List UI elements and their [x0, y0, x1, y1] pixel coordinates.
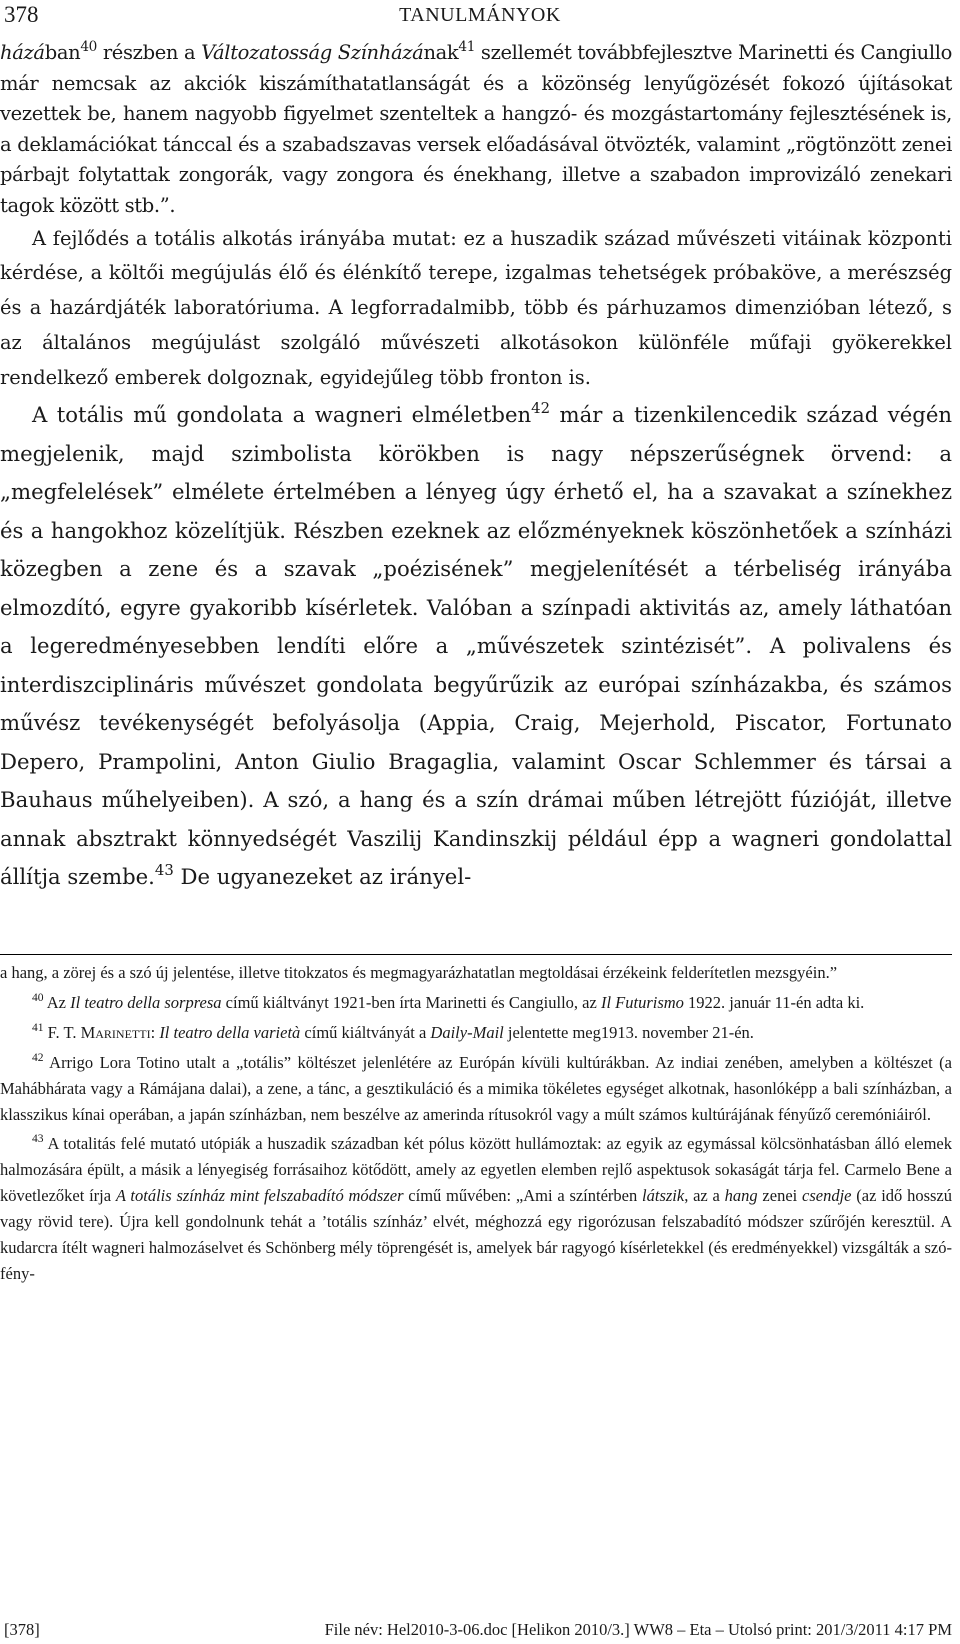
- text-span: Az: [43, 992, 71, 1012]
- text-span: ban: [44, 41, 81, 64]
- footnote-ref-42[interactable]: 42: [531, 400, 551, 418]
- footnote-ref-40[interactable]: 40: [80, 38, 97, 55]
- italic-span: A totális színház mint felszabadító módszer: [115, 1186, 404, 1206]
- footnote-continuation: a hang, a zörej és a szó új jelentése, illetve titokzatos és megmagyarázhatatlan megtoldásai érzékeink felderítetlen mezsgyéin.”: [0, 963, 838, 982]
- text-span: (az idő hosszú vagy rövid tere). Újra kell gondolnunk tehát a ’totális színház’ elvét, méghozzá egy rigorózusan felszabadító módszer szűrőjén keresztül. A kudarcra ítélt wagneri halmozáselvet és Schönberg mély töprengését is, amelyek bár ragyogó kísérletekkel (és eredményekkel) vizsgálták a szó-fény-: [0, 1186, 952, 1283]
- italic-span: Daily-Mail: [430, 1022, 504, 1042]
- italic-span: házá: [0, 41, 45, 64]
- text-span: Arrigo Lora Totino utalt a „totális” költészet jelenlétére az Európán kívüli kultúrákban. Az indiai zenében, amelyben a költészet (a Mahábhárata vagy a Rámájana dalai), a zene, a tánc, a gesztikuláció és a mimika tökéletes egységet alkotnak, hasonlóképp a bali színházban, a klasszikus kínai operában, a japán színházban, nem beszélve az amerinda rítusokról vagy a múlt számos kultúrájának fényűző ceremóniáiról.: [0, 1052, 952, 1124]
- italic-span: látszik: [642, 1186, 685, 1206]
- text-span: , az a: [684, 1186, 725, 1206]
- page-number: 378: [4, 2, 39, 27]
- text-span: zenei: [757, 1186, 803, 1206]
- paragraph-1: [0, 38, 952, 222]
- footnote-ref-41[interactable]: 41: [458, 38, 476, 55]
- text-span: című kiáltványt 1921-ben írta Marinetti és Cangiullo, az: [221, 992, 601, 1012]
- text-span: című művében: „Ami a színtérben: [403, 1186, 643, 1206]
- small-caps-span: Marinetti: [80, 1022, 151, 1042]
- footnote-ref-43[interactable]: 43: [154, 862, 174, 880]
- italic-span: csendje: [802, 1186, 852, 1206]
- footnote-40: [0, 990, 952, 1016]
- text-span: részben a: [96, 41, 202, 64]
- text-span: De ugyanezeket az irányel-: [173, 864, 472, 890]
- text-span: már a tizenkilencedik század végén megjelenik, majd szimbolista körökben is nagy népszerűségnek örvend: a „megfelelések” elmélete értelmében a lényeg úgy érhető el, ha a szavakat a színekhez és a hangokhoz közelítjük. Részben ezeknek az előzményeknek köszönhetőek a színházi közegben a zene és a szavak „poézisének” megjelenítését a térbeliség irányába elmozdító, egyre gyakoribb kísérletek. Valóban a színpadi aktivitás az, amely láthatóan a legeredményesebben lendíti előre a „művészetek szintézisét”. A polivalens és interdiszciplináris művészet gondolata begyűrűzik az európai színházakba, és számos művész tevékenységét befolyásolja (Appia, Craig, Mejerhold, Piscator, Fortunato Depero, Prampolini, Anton Giulio Bragaglia, valamint Oscar Schlemmer és társai a Bauhaus műhelyeiben). A szó, a hang és a szín drámai műben létrejött fúzióját, illetve annak absztrakt könnyedségét Vaszilij Kandinszkij például épp a wagneri gondolattal állítja szembe.: [0, 402, 953, 890]
- main-text: [0, 38, 952, 897]
- italic-span: Il teatro della varietà: [159, 1022, 301, 1042]
- italic-span: Változatosság Színházá: [201, 41, 424, 64]
- text-span: szellemét továbbfejlesztve Marinetti és Cangiullo már nemcsak az akciók kiszámíthatatlanságát és a közönség lenyűgözését fokozó újításokat vezettek be, hanem nagyobb figyelmet szenteltek a hangzó- és mozgástartomány fejlesztésének is, a deklamációkat tánccal és a szabadszavas versek előadásával ötvözték, valamint „rögtönzött zenei párbajt folytattak zongorák, vagy zongora és énekhang, illetve a szabadon improvizáló zenekari tagok között stb.”.: [0, 41, 952, 217]
- footnotes: [0, 960, 952, 1291]
- footer-file-info: File név: Hel2010-3-06.doc [Helikon 2010/3.] WW8 – Eta – Utolsó print: 201/3/2011 4:17 PM: [324, 1620, 952, 1639]
- text-span: A totális mű gondolata a wagneri elméletben: [32, 402, 532, 428]
- footnote-separator: [0, 954, 952, 955]
- italic-span: Il teatro della sorpresa: [70, 992, 222, 1012]
- running-head: TANULMÁNYOK: [399, 4, 561, 26]
- text-span: :: [150, 1022, 160, 1042]
- footnote-number: 41: [32, 1021, 44, 1034]
- italic-span: hang: [724, 1186, 758, 1206]
- text-span: A totalitás felé mutató utópiák a huszadik században két pólus között hullámoztak: az egyik az egymással kölcsönhatásban álló elemek halmozására épült, a másik a lényegiség forrásaihoz kötődött, amely az egyetlen elemben rejlő aspektusok sokaságát tárja fel. Carmelo Bene a követlezőket írja: [0, 1134, 952, 1206]
- footnote-number: 43: [32, 1133, 44, 1146]
- text-span: jelentette meg1913. november 21-én.: [503, 1022, 754, 1042]
- text-span: nak: [423, 41, 459, 64]
- footnote-43: [0, 1131, 952, 1286]
- footnote-41: [0, 1020, 952, 1046]
- footnote-number: 42: [32, 1051, 44, 1064]
- text-span: című kiáltványát a: [300, 1022, 431, 1042]
- paragraph-2: A fejlődés a totális alkotás irányába mutat: ez a huszadik század művészeti vitáinak központi kérdése, a költői megújulás élő és élénkítő terepe, izgalmas tehetségek próbaköve, a merészség és a hazárdjáték laboratóriuma. A legforradalmibb, több és párhuzamos dimenzióban létező, s az általános megújulást szolgáló művészeti alkotásokon különféle műfaji gyökerekkel rendelkező emberek dolgoznak, egyidejűleg több fronton is.: [0, 226, 952, 390]
- footer-page-number: [378]: [4, 1620, 40, 1639]
- text-span: F. T.: [43, 1022, 81, 1042]
- footnote-number: 40: [32, 991, 44, 1004]
- paragraph-3: [0, 396, 952, 897]
- footnote-42: [0, 1050, 952, 1128]
- italic-span: Il Futurismo: [600, 992, 684, 1012]
- text-span: 1922. január 11-én adta ki.: [683, 992, 865, 1012]
